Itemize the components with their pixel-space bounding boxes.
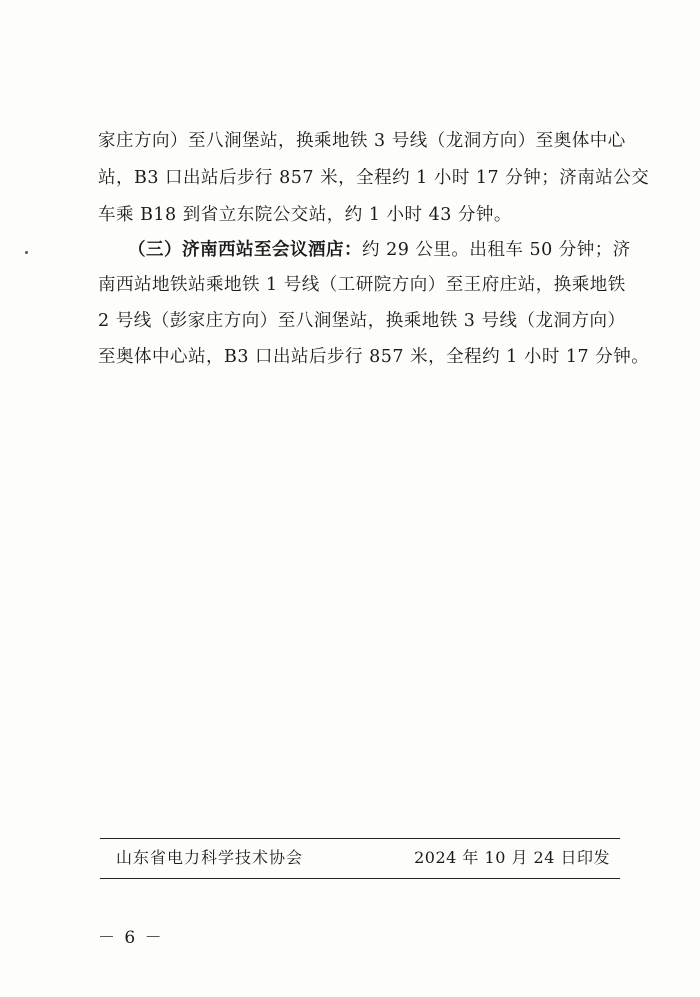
paragraph-line: 2 号线（彭家庄方向）至八涧堡站，换乘地铁 3 号线（龙洞方向） <box>98 311 626 331</box>
footer-issuer: 山东省电力科学技术协会 <box>116 848 304 867</box>
section-heading: （三）济南西站至会议酒店： <box>128 240 362 260</box>
footer-top-rule <box>100 838 620 839</box>
paragraph-line: 至奥体中心站，B3 口出站后步行 857 米，全程约 1 小时 17 分钟。 <box>98 347 650 367</box>
page-number: － 6 － <box>98 928 164 948</box>
paragraph-line: 站，B3 口出站后步行 857 米，全程约 1 小时 17 分钟；济南站公交 <box>98 168 650 188</box>
scan-speck <box>25 251 28 254</box>
paragraph-line: 家庄方向）至八涧堡站，换乘地铁 3 号线（龙洞方向）至奥体中心 <box>98 131 626 151</box>
paragraph-line: 车乘 B18 到省立东院公交站，约 1 小时 43 分钟。 <box>98 205 512 225</box>
footer-bottom-rule <box>100 878 620 879</box>
section-three-line <box>128 237 631 263</box>
footer-date: 2024 年 10 月 24 日印发 <box>414 848 610 867</box>
paragraph-line: 南西站地铁站乘地铁 1 号线（工研院方向）至王府庄站，换乘地铁 <box>98 275 626 295</box>
section-text: 约 29 公里。出租车 50 分钟；济 <box>362 240 631 260</box>
